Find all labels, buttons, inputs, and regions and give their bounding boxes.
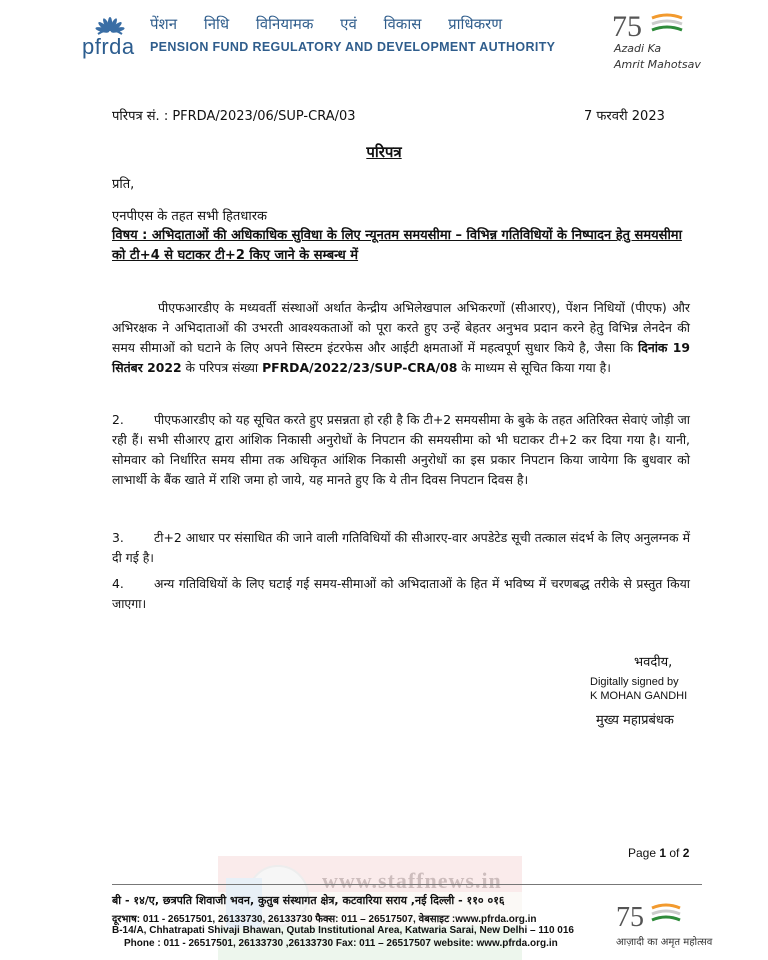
signatory-name: K MOHAN GANDHI bbox=[590, 690, 688, 702]
circular-date: 7 फरवरी 2023 bbox=[584, 109, 665, 124]
salutation-to: प्रति, bbox=[112, 177, 135, 192]
footer-75-icon bbox=[616, 898, 700, 932]
footer-contact-hindi: दूरभाष: 011 - 26517501, 26133730, 26133730 फैक्स: 011 – 26517507, वेबसाइट :www.pfrda.org.in bbox=[112, 914, 537, 925]
circular-reference: परिपत्र सं. : PFRDA/2023/06/SUP-CRA/03 bbox=[112, 109, 356, 124]
footer-divider bbox=[112, 884, 702, 885]
paragraph-1 bbox=[112, 298, 690, 378]
page-label: Page bbox=[628, 846, 660, 860]
logo-wordmark: pfrda bbox=[82, 34, 135, 59]
footer-aka-text: आज़ादी का अमृत महोत्सव bbox=[616, 937, 713, 948]
p1-text-a: पीएफआरडीए के मध्यवर्ती संस्थाओं अर्थात केन्द्रीय अभिलेखपाल अभिकरणों (सीआरए), पेंशन निधियों (पीएफ) और अभिरक्षक ने अभिदाताओं की उभरती आवश्यकताओं को पूरा करते हुए उन्हें बेहतर अनुभव प्रदान करने हेतु विभिन्न लेनदेन की समय सीमाओं को घटाने के लिए अपने सिस्टम इंटरफेस और आईटी क्षमताओं में महत्वपूर्ण सुधार किये है, जैसा कि bbox=[112, 300, 690, 355]
page-number bbox=[628, 846, 689, 860]
paragraph-number: 3. bbox=[112, 530, 124, 545]
page-of: of bbox=[666, 846, 683, 860]
watermark-text: www.staffnews.in bbox=[322, 868, 502, 893]
p1-circular-no: PFRDA/2022/23/SUP-CRA/08 bbox=[262, 360, 458, 375]
p1-text-e: के माध्यम से सूचित किया गया है। bbox=[457, 360, 611, 375]
page-total: 2 bbox=[682, 846, 690, 860]
org-name-hindi: पेंशन निधि विनियामक एवं विकास प्राधिकरण bbox=[150, 15, 503, 33]
org-name-english: PENSION FUND REGULATORY AND DEVELOPMENT AUTHORITY bbox=[150, 40, 556, 54]
p2-text: पीएफआरडीए को यह सूचित करते हुए प्रसन्नता हो रही है कि टी+2 समयसीमा के बुके के तहत अतिरिक्त सेवाएं जोड़ी जा रही हैं। सभी सीआरए द्वारा आंशिक निकासी अनुरोधों के निपटान की समयसीमा को भी घटाकर टी+2 कर दिया गया है। यानी, सोमवार को निर्धारित समय सीमा तक अधिकृत आंशिक निकासी अनुरोधों का इस प्रकार निपटान किया जायेगा कि बुधवार को लाभार्थी के बैंक खाते में राशि जमा हो जाये, यह मानते हुए कि ये तीन दिवस निपटान दिवस है। bbox=[112, 412, 690, 487]
p1-date-ref: दिनांक 19 सितंबर 2022 bbox=[112, 340, 690, 375]
azadi-ka-amrit-mahotsav-logo bbox=[612, 8, 704, 74]
p4-text: अन्य गतिविधियों के लिए घटाई गई समय-सीमाओं को अभिदाताओं के हित में भविष्य में चरणबद्ध तरीके से प्रस्तुत किया जाएगा। bbox=[112, 576, 690, 611]
subject-line: विषय : अभिदाताओं की अधिकाधिक सुविधा के लिए न्यूनतम समयसीमा – विभिन्न गतिविधियों के निष्पादन हेतु समयसीमा को टी+4 से घटाकर टी+2 किए जाने के सम्बन्ध में bbox=[112, 228, 682, 263]
paragraph-2 bbox=[112, 410, 690, 490]
p3-text: टी+2 आधार पर संसाधित की जाने वाली गतिविधियों की सीआरए-वार अपडेटेड सूची तत्काल संदर्भ के लिए अनुलग्नक में दी गई है। bbox=[112, 530, 690, 565]
signatory-designation: मुख्य महाप्रबंधक bbox=[596, 713, 674, 728]
p1-text-c: के परिपत्र संख्या bbox=[181, 360, 263, 375]
page-current: 1 bbox=[659, 846, 667, 860]
amrit-mahotsav-75-icon bbox=[612, 8, 704, 42]
svg-text:75: 75 bbox=[616, 902, 644, 932]
closing-yours-faithfully: भवदीय, bbox=[634, 655, 673, 670]
paragraph-number: 4. bbox=[112, 576, 124, 591]
paragraph-number: 2. bbox=[112, 412, 124, 427]
svg-text:75: 75 bbox=[612, 10, 642, 42]
paragraph-4 bbox=[112, 574, 690, 614]
footer-address-english: B-14/A, Chhatrapati Shivaji Bhawan, Qutab Institutional Area, Katwaria Sarai, New Delhi – 110 016 bbox=[112, 925, 574, 936]
paragraph-3 bbox=[112, 528, 690, 568]
footer-address-hindi: बी - १४/ए, छत्रपति शिवाजी भवन, कुतुब संस्थागत क्षेत्र, कटवारिया सराय ,नई दिल्ली - ११० ०१६ bbox=[112, 894, 505, 907]
aka-line-1: Azadi Ka bbox=[614, 42, 662, 55]
aka-line-2: Amrit Mahotsav bbox=[614, 58, 701, 71]
footer-contact-english: Phone : 011 - 26517501, 26133730 ,26133730 Fax: 011 – 26517507 website: www.pfrda.org.in bbox=[124, 938, 558, 949]
digital-signature-label: Digitally signed by bbox=[590, 676, 679, 688]
footer-amrit-mahotsav-logo bbox=[616, 898, 713, 954]
document-title: परिपत्र bbox=[366, 143, 402, 161]
addressee: एनपीएस के तहत सभी हितधारक bbox=[112, 209, 268, 224]
